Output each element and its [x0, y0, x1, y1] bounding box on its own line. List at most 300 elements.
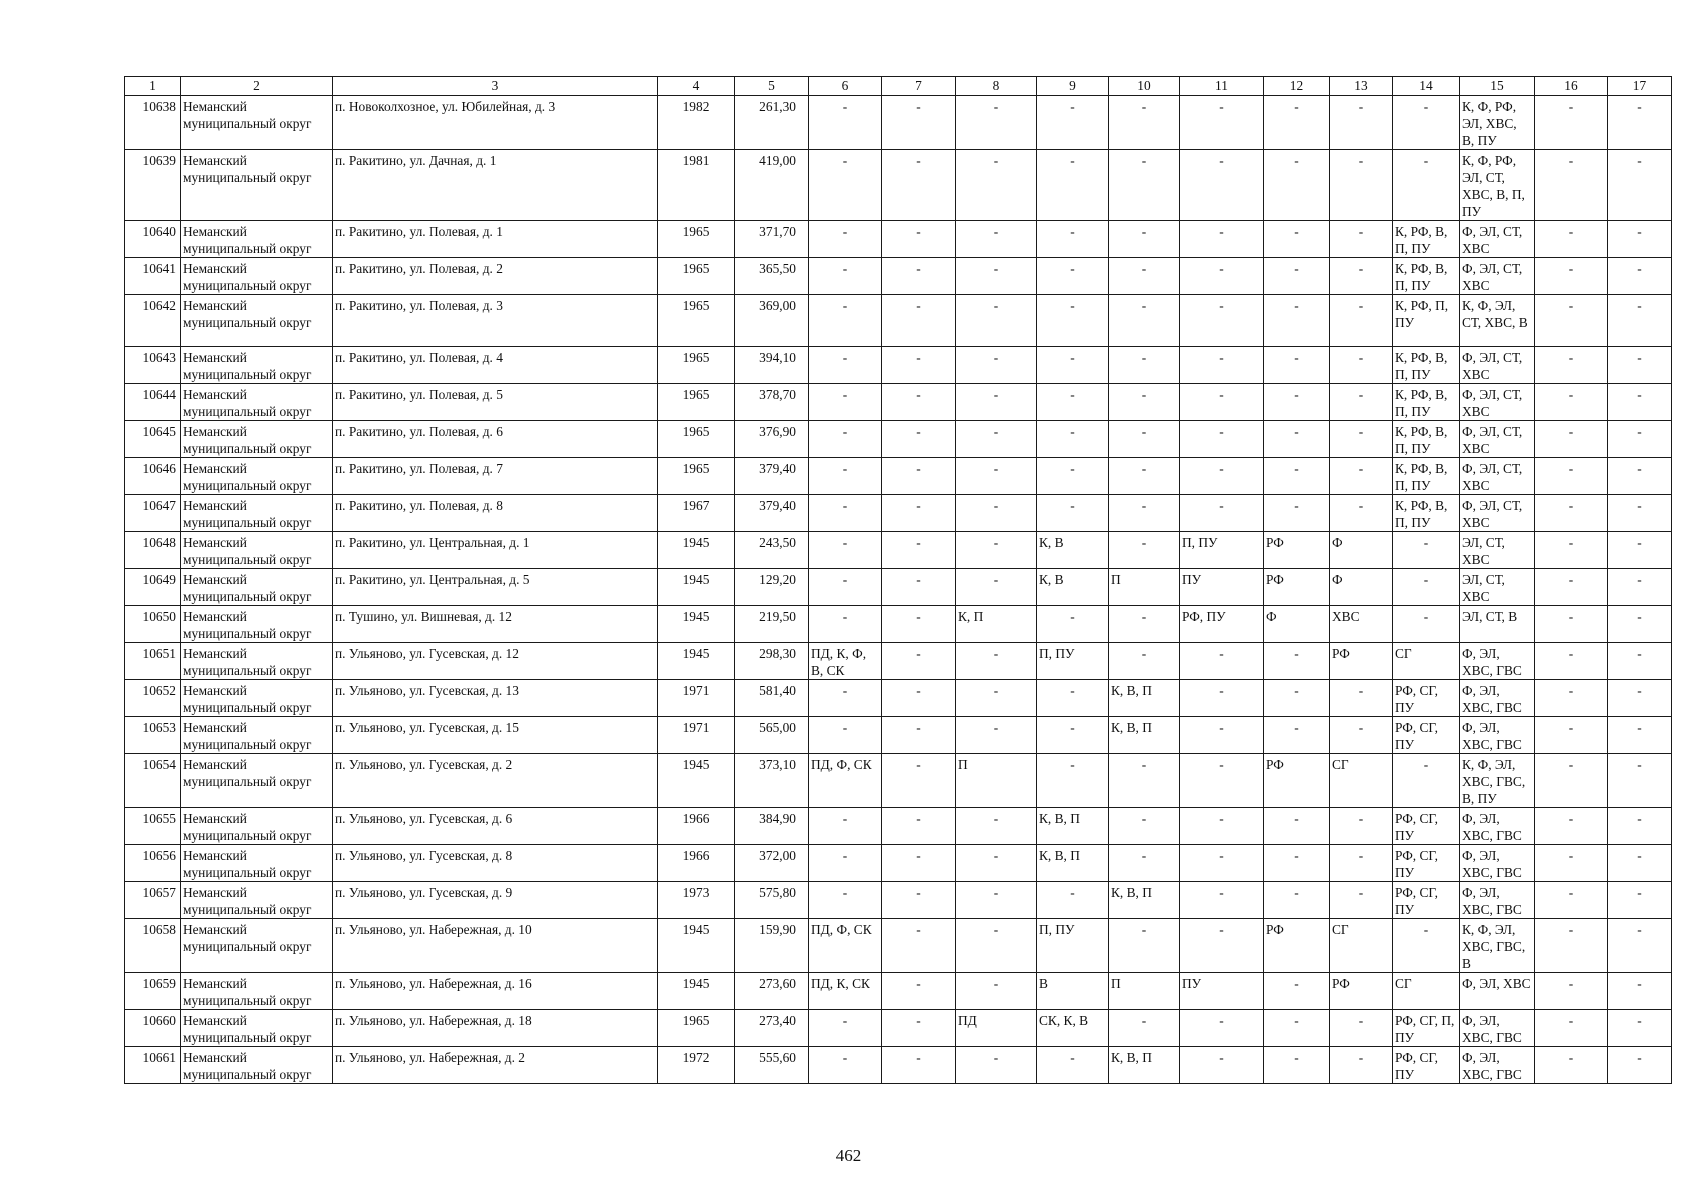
- cell-col-17: -: [1608, 919, 1672, 973]
- cell-col-15: Ф, ЭЛ, ХВС, ГВС: [1460, 1010, 1535, 1047]
- table-row: [125, 347, 1672, 384]
- cell-col-15: Ф, ЭЛ, ХВС, ГВС: [1460, 717, 1535, 754]
- cell-col-11: -: [1180, 295, 1264, 347]
- cell-col-9: П, ПУ: [1037, 919, 1109, 973]
- cell-col-2: Неманский муниципальный округ: [181, 384, 333, 421]
- cell-col-9: -: [1037, 717, 1109, 754]
- cell-col-7: -: [882, 421, 956, 458]
- column-header-11: 11: [1180, 77, 1264, 96]
- table-row: [125, 532, 1672, 569]
- cell-col-6: -: [809, 150, 882, 221]
- cell-col-14: К, РФ, В, П, ПУ: [1393, 384, 1460, 421]
- cell-col-2: Неманский муниципальный округ: [181, 1010, 333, 1047]
- cell-col-9: -: [1037, 1047, 1109, 1084]
- cell-col-12: -: [1264, 295, 1330, 347]
- cell-col-9: В: [1037, 973, 1109, 1010]
- cell-col-12: -: [1264, 384, 1330, 421]
- cell-col-7: -: [882, 606, 956, 643]
- cell-col-5: 373,10: [735, 754, 809, 808]
- cell-col-17: -: [1608, 295, 1672, 347]
- cell-col-7: -: [882, 532, 956, 569]
- cell-col-5: 384,90: [735, 808, 809, 845]
- cell-col-14: -: [1393, 96, 1460, 150]
- cell-col-10: -: [1109, 754, 1180, 808]
- cell-col-13: РФ: [1330, 643, 1393, 680]
- cell-col-15: Ф, ЭЛ, ХВС, ГВС: [1460, 1047, 1535, 1084]
- cell-col-3: п. Ульяново, ул. Гусевская, д. 12: [333, 643, 658, 680]
- cell-col-6: -: [809, 569, 882, 606]
- cell-col-10: П: [1109, 569, 1180, 606]
- cell-col-12: -: [1264, 458, 1330, 495]
- table-row: [125, 221, 1672, 258]
- cell-col-12: -: [1264, 258, 1330, 295]
- cell-col-11: -: [1180, 495, 1264, 532]
- cell-col-14: К, РФ, В, П, ПУ: [1393, 421, 1460, 458]
- cell-col-7: -: [882, 458, 956, 495]
- cell-col-12: -: [1264, 973, 1330, 1010]
- cell-col-3: п. Ракитино, ул. Полевая, д. 2: [333, 258, 658, 295]
- cell-col-15: К, Ф, РФ, ЭЛ, ХВС, В, ПУ: [1460, 96, 1535, 150]
- cell-col-8: -: [956, 532, 1037, 569]
- cell-col-11: -: [1180, 717, 1264, 754]
- cell-col-1: 10657: [125, 882, 181, 919]
- cell-col-13: -: [1330, 1010, 1393, 1047]
- cell-col-11: -: [1180, 1047, 1264, 1084]
- cell-col-2: Неманский муниципальный округ: [181, 680, 333, 717]
- cell-col-16: -: [1535, 643, 1608, 680]
- table-row: [125, 1010, 1672, 1047]
- cell-col-14: К, РФ, П, ПУ: [1393, 295, 1460, 347]
- cell-col-5: 273,40: [735, 1010, 809, 1047]
- cell-col-13: СГ: [1330, 754, 1393, 808]
- cell-col-15: Ф, ЭЛ, СТ, ХВС: [1460, 347, 1535, 384]
- cell-col-11: -: [1180, 458, 1264, 495]
- cell-col-3: п. Ульяново, ул. Гусевская, д. 6: [333, 808, 658, 845]
- column-header-15: 15: [1460, 77, 1535, 96]
- cell-col-14: РФ, СГ, ПУ: [1393, 808, 1460, 845]
- cell-col-15: Ф, ЭЛ, ХВС, ГВС: [1460, 845, 1535, 882]
- cell-col-3: п. Ульяново, ул. Набережная, д. 18: [333, 1010, 658, 1047]
- cell-col-10: -: [1109, 495, 1180, 532]
- table-row: [125, 754, 1672, 808]
- cell-col-3: п. Ракитино, ул. Центральная, д. 1: [333, 532, 658, 569]
- cell-col-4: 1981: [658, 150, 735, 221]
- cell-col-10: К, В, П: [1109, 882, 1180, 919]
- cell-col-5: 376,90: [735, 421, 809, 458]
- cell-col-14: -: [1393, 569, 1460, 606]
- cell-col-7: -: [882, 680, 956, 717]
- cell-col-11: -: [1180, 680, 1264, 717]
- cell-col-2: Неманский муниципальный округ: [181, 643, 333, 680]
- cell-col-5: 565,00: [735, 717, 809, 754]
- table-row: [125, 845, 1672, 882]
- cell-col-16: -: [1535, 421, 1608, 458]
- cell-col-16: -: [1535, 384, 1608, 421]
- cell-col-13: -: [1330, 384, 1393, 421]
- cell-col-17: -: [1608, 882, 1672, 919]
- cell-col-4: 1945: [658, 754, 735, 808]
- cell-col-7: -: [882, 495, 956, 532]
- cell-col-3: п. Ракитино, ул. Полевая, д. 8: [333, 495, 658, 532]
- cell-col-12: -: [1264, 717, 1330, 754]
- cell-col-5: 298,30: [735, 643, 809, 680]
- cell-col-12: -: [1264, 150, 1330, 221]
- cell-col-10: К, В, П: [1109, 680, 1180, 717]
- cell-col-13: -: [1330, 421, 1393, 458]
- cell-col-16: -: [1535, 1047, 1608, 1084]
- column-header-10: 10: [1109, 77, 1180, 96]
- cell-col-12: -: [1264, 347, 1330, 384]
- cell-col-8: -: [956, 1047, 1037, 1084]
- cell-col-10: -: [1109, 258, 1180, 295]
- table-row: [125, 458, 1672, 495]
- cell-col-13: -: [1330, 458, 1393, 495]
- cell-col-6: -: [809, 606, 882, 643]
- column-header-4: 4: [658, 77, 735, 96]
- cell-col-4: 1965: [658, 421, 735, 458]
- cell-col-5: 219,50: [735, 606, 809, 643]
- column-header-12: 12: [1264, 77, 1330, 96]
- cell-col-2: Неманский муниципальный округ: [181, 882, 333, 919]
- cell-col-8: -: [956, 973, 1037, 1010]
- cell-col-9: К, В: [1037, 532, 1109, 569]
- cell-col-7: -: [882, 845, 956, 882]
- cell-col-17: -: [1608, 754, 1672, 808]
- cell-col-11: -: [1180, 845, 1264, 882]
- cell-col-16: -: [1535, 96, 1608, 150]
- cell-col-5: 394,10: [735, 347, 809, 384]
- cell-col-8: -: [956, 96, 1037, 150]
- cell-col-4: 1945: [658, 532, 735, 569]
- cell-col-9: К, В, П: [1037, 845, 1109, 882]
- cell-col-10: -: [1109, 96, 1180, 150]
- cell-col-10: К, В, П: [1109, 717, 1180, 754]
- cell-col-11: П, ПУ: [1180, 532, 1264, 569]
- cell-col-5: 261,30: [735, 96, 809, 150]
- cell-col-6: -: [809, 421, 882, 458]
- table-body: [125, 96, 1672, 1084]
- cell-col-17: -: [1608, 495, 1672, 532]
- cell-col-16: -: [1535, 1010, 1608, 1047]
- cell-col-8: -: [956, 295, 1037, 347]
- cell-col-15: Ф, ЭЛ, ХВС: [1460, 973, 1535, 1010]
- cell-col-16: -: [1535, 347, 1608, 384]
- cell-col-14: -: [1393, 532, 1460, 569]
- cell-col-2: Неманский муниципальный округ: [181, 919, 333, 973]
- cell-col-13: ХВС: [1330, 606, 1393, 643]
- cell-col-8: -: [956, 919, 1037, 973]
- cell-col-9: -: [1037, 754, 1109, 808]
- cell-col-9: -: [1037, 882, 1109, 919]
- cell-col-13: -: [1330, 347, 1393, 384]
- cell-col-7: -: [882, 150, 956, 221]
- column-header-14: 14: [1393, 77, 1460, 96]
- cell-col-6: -: [809, 882, 882, 919]
- cell-col-8: -: [956, 384, 1037, 421]
- cell-col-7: -: [882, 717, 956, 754]
- cell-col-5: 371,70: [735, 221, 809, 258]
- cell-col-1: 10650: [125, 606, 181, 643]
- cell-col-5: 379,40: [735, 495, 809, 532]
- cell-col-7: -: [882, 643, 956, 680]
- cell-col-14: -: [1393, 150, 1460, 221]
- cell-col-13: -: [1330, 258, 1393, 295]
- cell-col-3: п. Ракитино, ул. Полевая, д. 5: [333, 384, 658, 421]
- cell-col-1: 10652: [125, 680, 181, 717]
- cell-col-6: -: [809, 295, 882, 347]
- cell-col-1: 10640: [125, 221, 181, 258]
- cell-col-10: -: [1109, 845, 1180, 882]
- table-row: [125, 258, 1672, 295]
- cell-col-5: 159,90: [735, 919, 809, 973]
- cell-col-13: -: [1330, 845, 1393, 882]
- table-row: [125, 680, 1672, 717]
- cell-col-8: -: [956, 221, 1037, 258]
- cell-col-12: -: [1264, 1010, 1330, 1047]
- table-row: [125, 643, 1672, 680]
- cell-col-7: -: [882, 808, 956, 845]
- cell-col-11: -: [1180, 1010, 1264, 1047]
- cell-col-15: Ф, ЭЛ, ХВС, ГВС: [1460, 643, 1535, 680]
- cell-col-2: Неманский муниципальный округ: [181, 754, 333, 808]
- cell-col-17: -: [1608, 1047, 1672, 1084]
- cell-col-4: 1945: [658, 973, 735, 1010]
- cell-col-9: -: [1037, 295, 1109, 347]
- cell-col-14: К, РФ, В, П, ПУ: [1393, 347, 1460, 384]
- cell-col-2: Неманский муниципальный округ: [181, 845, 333, 882]
- cell-col-1: 10660: [125, 1010, 181, 1047]
- cell-col-9: -: [1037, 495, 1109, 532]
- cell-col-10: -: [1109, 347, 1180, 384]
- cell-col-17: -: [1608, 845, 1672, 882]
- cell-col-2: Неманский муниципальный округ: [181, 221, 333, 258]
- cell-col-9: К, В, П: [1037, 808, 1109, 845]
- cell-col-7: -: [882, 973, 956, 1010]
- table-row: [125, 808, 1672, 845]
- cell-col-3: п. Ракитино, ул. Полевая, д. 4: [333, 347, 658, 384]
- cell-col-2: Неманский муниципальный округ: [181, 495, 333, 532]
- column-number-row: [125, 77, 1672, 96]
- table-header: [125, 77, 1672, 96]
- cell-col-10: -: [1109, 532, 1180, 569]
- cell-col-6: -: [809, 495, 882, 532]
- cell-col-17: -: [1608, 421, 1672, 458]
- cell-col-10: -: [1109, 606, 1180, 643]
- cell-col-1: 10648: [125, 532, 181, 569]
- cell-col-13: -: [1330, 680, 1393, 717]
- cell-col-14: СГ: [1393, 973, 1460, 1010]
- cell-col-2: Неманский муниципальный округ: [181, 606, 333, 643]
- cell-col-4: 1971: [658, 680, 735, 717]
- cell-col-14: К, РФ, В, П, ПУ: [1393, 495, 1460, 532]
- cell-col-5: 372,00: [735, 845, 809, 882]
- cell-col-8: -: [956, 845, 1037, 882]
- cell-col-9: -: [1037, 150, 1109, 221]
- cell-col-16: -: [1535, 495, 1608, 532]
- cell-col-1: 10653: [125, 717, 181, 754]
- cell-col-8: -: [956, 458, 1037, 495]
- cell-col-9: -: [1037, 384, 1109, 421]
- cell-col-4: 1965: [658, 347, 735, 384]
- cell-col-1: 10655: [125, 808, 181, 845]
- cell-col-4: 1945: [658, 606, 735, 643]
- cell-col-12: -: [1264, 845, 1330, 882]
- cell-col-12: -: [1264, 96, 1330, 150]
- column-header-6: 6: [809, 77, 882, 96]
- cell-col-13: РФ: [1330, 973, 1393, 1010]
- cell-col-10: -: [1109, 643, 1180, 680]
- cell-col-5: 378,70: [735, 384, 809, 421]
- cell-col-10: -: [1109, 295, 1180, 347]
- cell-col-14: РФ, СГ, П, ПУ: [1393, 1010, 1460, 1047]
- cell-col-2: Неманский муниципальный округ: [181, 808, 333, 845]
- cell-col-16: -: [1535, 458, 1608, 495]
- cell-col-16: -: [1535, 919, 1608, 973]
- cell-col-11: -: [1180, 221, 1264, 258]
- cell-col-16: -: [1535, 532, 1608, 569]
- cell-col-1: 10641: [125, 258, 181, 295]
- cell-col-6: -: [809, 532, 882, 569]
- cell-col-15: ЭЛ, СТ, В: [1460, 606, 1535, 643]
- cell-col-8: -: [956, 680, 1037, 717]
- cell-col-13: -: [1330, 295, 1393, 347]
- cell-col-5: 419,00: [735, 150, 809, 221]
- cell-col-9: -: [1037, 221, 1109, 258]
- cell-col-5: 379,40: [735, 458, 809, 495]
- cell-col-3: п. Ульяново, ул. Гусевская, д. 15: [333, 717, 658, 754]
- table-row: [125, 569, 1672, 606]
- cell-col-16: -: [1535, 150, 1608, 221]
- cell-col-5: 243,50: [735, 532, 809, 569]
- cell-col-5: 129,20: [735, 569, 809, 606]
- cell-col-16: -: [1535, 680, 1608, 717]
- cell-col-4: 1971: [658, 717, 735, 754]
- cell-col-17: -: [1608, 973, 1672, 1010]
- cell-col-10: -: [1109, 808, 1180, 845]
- table-row: [125, 150, 1672, 221]
- cell-col-15: Ф, ЭЛ, СТ, ХВС: [1460, 421, 1535, 458]
- cell-col-12: -: [1264, 680, 1330, 717]
- cell-col-10: -: [1109, 421, 1180, 458]
- cell-col-11: -: [1180, 150, 1264, 221]
- cell-col-1: 10644: [125, 384, 181, 421]
- cell-col-4: 1966: [658, 808, 735, 845]
- cell-col-14: -: [1393, 919, 1460, 973]
- cell-col-13: -: [1330, 1047, 1393, 1084]
- cell-col-13: -: [1330, 882, 1393, 919]
- cell-col-1: 10642: [125, 295, 181, 347]
- cell-col-14: СГ: [1393, 643, 1460, 680]
- cell-col-6: ПД, К, СК: [809, 973, 882, 1010]
- cell-col-3: п. Ульяново, ул. Гусевская, д. 13: [333, 680, 658, 717]
- cell-col-16: -: [1535, 606, 1608, 643]
- cell-col-11: РФ, ПУ: [1180, 606, 1264, 643]
- cell-col-12: -: [1264, 1047, 1330, 1084]
- cell-col-14: -: [1393, 754, 1460, 808]
- cell-col-6: -: [809, 845, 882, 882]
- table-row: [125, 882, 1672, 919]
- cell-col-2: Неманский муниципальный округ: [181, 717, 333, 754]
- cell-col-17: -: [1608, 717, 1672, 754]
- cell-col-8: -: [956, 569, 1037, 606]
- cell-col-2: Неманский муниципальный округ: [181, 258, 333, 295]
- cell-col-3: п. Тушино, ул. Вишневая, д. 12: [333, 606, 658, 643]
- cell-col-7: -: [882, 384, 956, 421]
- cell-col-4: 1982: [658, 96, 735, 150]
- cell-col-3: п. Ульяново, ул. Набережная, д. 2: [333, 1047, 658, 1084]
- cell-col-12: -: [1264, 643, 1330, 680]
- cell-col-5: 273,60: [735, 973, 809, 1010]
- cell-col-8: -: [956, 882, 1037, 919]
- cell-col-14: К, РФ, В, П, ПУ: [1393, 221, 1460, 258]
- cell-col-6: ПД, Ф, СК: [809, 919, 882, 973]
- cell-col-11: -: [1180, 643, 1264, 680]
- cell-col-10: К, В, П: [1109, 1047, 1180, 1084]
- cell-col-3: п. Ульяново, ул. Гусевская, д. 8: [333, 845, 658, 882]
- cell-col-8: П: [956, 754, 1037, 808]
- cell-col-3: п. Ракитино, ул. Полевая, д. 7: [333, 458, 658, 495]
- cell-col-4: 1965: [658, 458, 735, 495]
- cell-col-8: -: [956, 150, 1037, 221]
- cell-col-6: -: [809, 1010, 882, 1047]
- cell-col-1: 10651: [125, 643, 181, 680]
- cell-col-7: -: [882, 569, 956, 606]
- cell-col-3: п. Ракитино, ул. Дачная, д. 1: [333, 150, 658, 221]
- cell-col-1: 10643: [125, 347, 181, 384]
- cell-col-11: -: [1180, 919, 1264, 973]
- cell-col-8: -: [956, 421, 1037, 458]
- cell-col-16: -: [1535, 221, 1608, 258]
- cell-col-7: -: [882, 919, 956, 973]
- cell-col-17: -: [1608, 808, 1672, 845]
- cell-col-15: Ф, ЭЛ, ХВС, ГВС: [1460, 882, 1535, 919]
- column-header-3: 3: [333, 77, 658, 96]
- cell-col-4: 1945: [658, 643, 735, 680]
- cell-col-16: -: [1535, 882, 1608, 919]
- cell-col-10: П: [1109, 973, 1180, 1010]
- cell-col-12: -: [1264, 882, 1330, 919]
- cell-col-16: -: [1535, 569, 1608, 606]
- cell-col-1: 10645: [125, 421, 181, 458]
- cell-col-16: -: [1535, 973, 1608, 1010]
- cell-col-11: ПУ: [1180, 973, 1264, 1010]
- cell-col-2: Неманский муниципальный округ: [181, 1047, 333, 1084]
- cell-col-2: Неманский муниципальный округ: [181, 421, 333, 458]
- column-header-7: 7: [882, 77, 956, 96]
- cell-col-8: ПД: [956, 1010, 1037, 1047]
- cell-col-14: РФ, СГ, ПУ: [1393, 845, 1460, 882]
- cell-col-7: -: [882, 1010, 956, 1047]
- cell-col-15: Ф, ЭЛ, СТ, ХВС: [1460, 495, 1535, 532]
- cell-col-11: -: [1180, 882, 1264, 919]
- cell-col-17: -: [1608, 150, 1672, 221]
- cell-col-15: Ф, ЭЛ, СТ, ХВС: [1460, 258, 1535, 295]
- cell-col-17: -: [1608, 643, 1672, 680]
- cell-col-13: -: [1330, 808, 1393, 845]
- cell-col-13: -: [1330, 495, 1393, 532]
- cell-col-15: Ф, ЭЛ, ХВС, ГВС: [1460, 680, 1535, 717]
- cell-col-1: 10654: [125, 754, 181, 808]
- cell-col-8: -: [956, 258, 1037, 295]
- cell-col-13: -: [1330, 96, 1393, 150]
- column-header-2: 2: [181, 77, 333, 96]
- cell-col-6: -: [809, 347, 882, 384]
- cell-col-3: п. Ульяново, ул. Гусевская, д. 9: [333, 882, 658, 919]
- cell-col-11: -: [1180, 347, 1264, 384]
- cell-col-13: -: [1330, 150, 1393, 221]
- cell-col-8: -: [956, 808, 1037, 845]
- cell-col-14: К, РФ, В, П, ПУ: [1393, 458, 1460, 495]
